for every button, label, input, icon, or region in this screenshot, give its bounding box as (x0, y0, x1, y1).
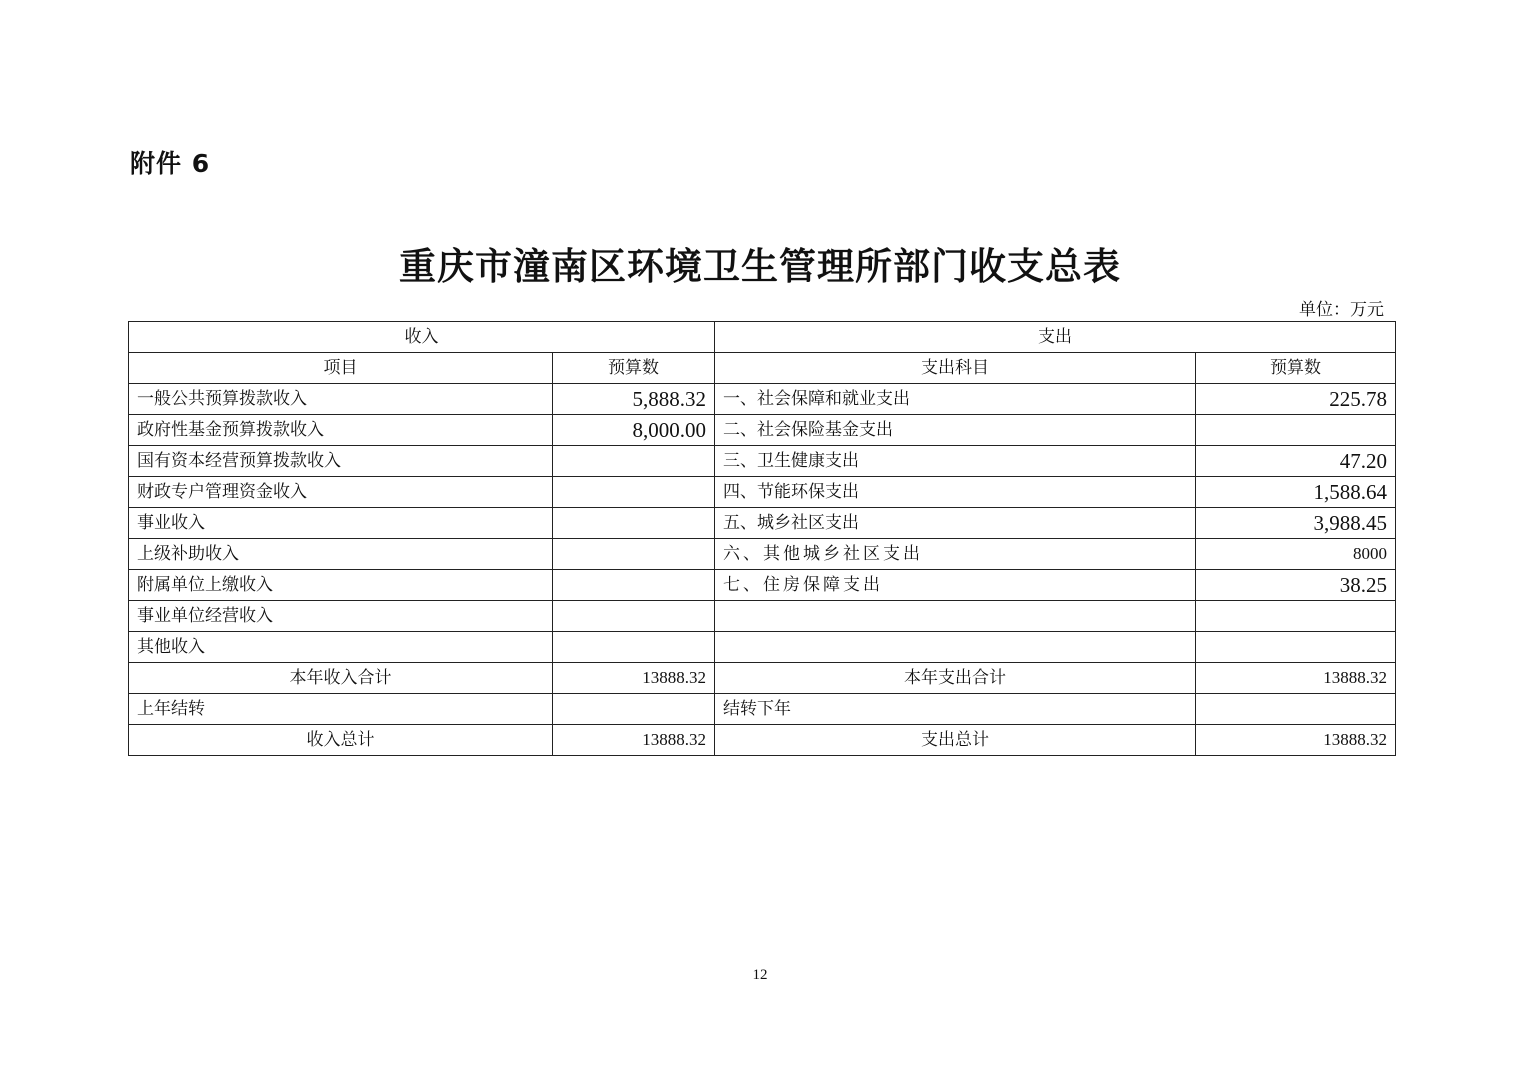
income-value-cell: 8,000.00 (553, 415, 715, 446)
next-year-carryover-label: 结转下年 (715, 694, 1196, 725)
table-row (129, 477, 1396, 508)
table-row (129, 508, 1396, 539)
document-title: 重庆市潼南区环境卫生管理所部门收支总表 (399, 244, 1121, 288)
table-row (129, 384, 1396, 415)
income-value-cell: 5,888.32 (553, 384, 715, 415)
income-item-cell: 政府性基金预算拨款收入 (129, 415, 553, 446)
expense-item-cell: 一、社会保障和就业支出 (715, 384, 1196, 415)
expense-value-cell: 8000 (1196, 539, 1396, 570)
income-item-cell: 事业收入 (129, 508, 553, 539)
income-item-cell: 一般公共预算拨款收入 (129, 384, 553, 415)
year-expense-total-label: 本年支出合计 (715, 663, 1196, 694)
income-grand-total-value: 13888.32 (553, 725, 715, 756)
expense-item-cell (715, 601, 1196, 632)
prior-year-carryover-label: 上年结转 (129, 694, 553, 725)
expense-value-cell: 1,588.64 (1196, 477, 1396, 508)
income-value-cell (553, 539, 715, 570)
income-budget-header: 预算数 (553, 353, 715, 384)
expense-item-cell: 六、其他城乡社区支出 (715, 539, 1196, 570)
year-total-row (129, 663, 1396, 694)
table-header-row-columns (129, 353, 1396, 384)
income-value-cell (553, 508, 715, 539)
income-item-cell: 附属单位上缴收入 (129, 570, 553, 601)
income-item-cell: 上级补助收入 (129, 539, 553, 570)
prior-year-carryover-value (553, 694, 715, 725)
income-value-cell (553, 570, 715, 601)
expense-item-cell (715, 632, 1196, 663)
table-row (129, 632, 1396, 663)
year-expense-total-value: 13888.32 (1196, 663, 1396, 694)
expense-item-cell: 二、社会保险基金支出 (715, 415, 1196, 446)
next-year-carryover-value (1196, 694, 1396, 725)
expense-item-cell: 四、节能环保支出 (715, 477, 1196, 508)
expense-item-cell: 五、城乡社区支出 (715, 508, 1196, 539)
expense-grand-total-value: 13888.32 (1196, 725, 1396, 756)
page-number: 12 (752, 967, 768, 983)
expense-budget-header: 预算数 (1196, 353, 1396, 384)
income-item-cell: 财政专户管理资金收入 (129, 477, 553, 508)
expense-item-cell: 七、住房保障支出 (715, 570, 1196, 601)
expense-grand-total-label: 支出总计 (715, 725, 1196, 756)
income-grand-total-label: 收入总计 (129, 725, 553, 756)
expense-subject-header: 支出科目 (715, 353, 1196, 384)
income-item-cell: 事业单位经营收入 (129, 601, 553, 632)
expense-section-header: 支出 (715, 322, 1396, 353)
expense-value-cell: 3,988.45 (1196, 508, 1396, 539)
income-item-cell: 国有资本经营预算拨款收入 (129, 446, 553, 477)
table-row (129, 570, 1396, 601)
expense-value-cell: 38.25 (1196, 570, 1396, 601)
table-row (129, 446, 1396, 477)
unit-label: 单位：万元 (1299, 300, 1384, 320)
expense-value-cell (1196, 415, 1396, 446)
income-item-cell: 其他收入 (129, 632, 553, 663)
table-row (129, 415, 1396, 446)
expense-value-cell: 225.78 (1196, 384, 1396, 415)
table-header-row-sections (129, 322, 1396, 353)
expense-item-cell: 三、卫生健康支出 (715, 446, 1196, 477)
grand-total-row (129, 725, 1396, 756)
year-income-total-value: 13888.32 (553, 663, 715, 694)
income-value-cell (553, 477, 715, 508)
income-value-cell (553, 446, 715, 477)
income-item-header: 项目 (129, 353, 553, 384)
expense-value-cell (1196, 601, 1396, 632)
expense-value-cell: 47.20 (1196, 446, 1396, 477)
carry-over-row (129, 694, 1396, 725)
expense-value-cell (1196, 632, 1396, 663)
income-value-cell (553, 601, 715, 632)
attachment-label: 附件 6 (130, 149, 211, 178)
year-income-total-label: 本年收入合计 (129, 663, 553, 694)
income-value-cell (553, 632, 715, 663)
table-row (129, 539, 1396, 570)
table-row (129, 601, 1396, 632)
income-section-header: 收入 (129, 322, 715, 353)
budget-summary-table (128, 321, 1396, 756)
